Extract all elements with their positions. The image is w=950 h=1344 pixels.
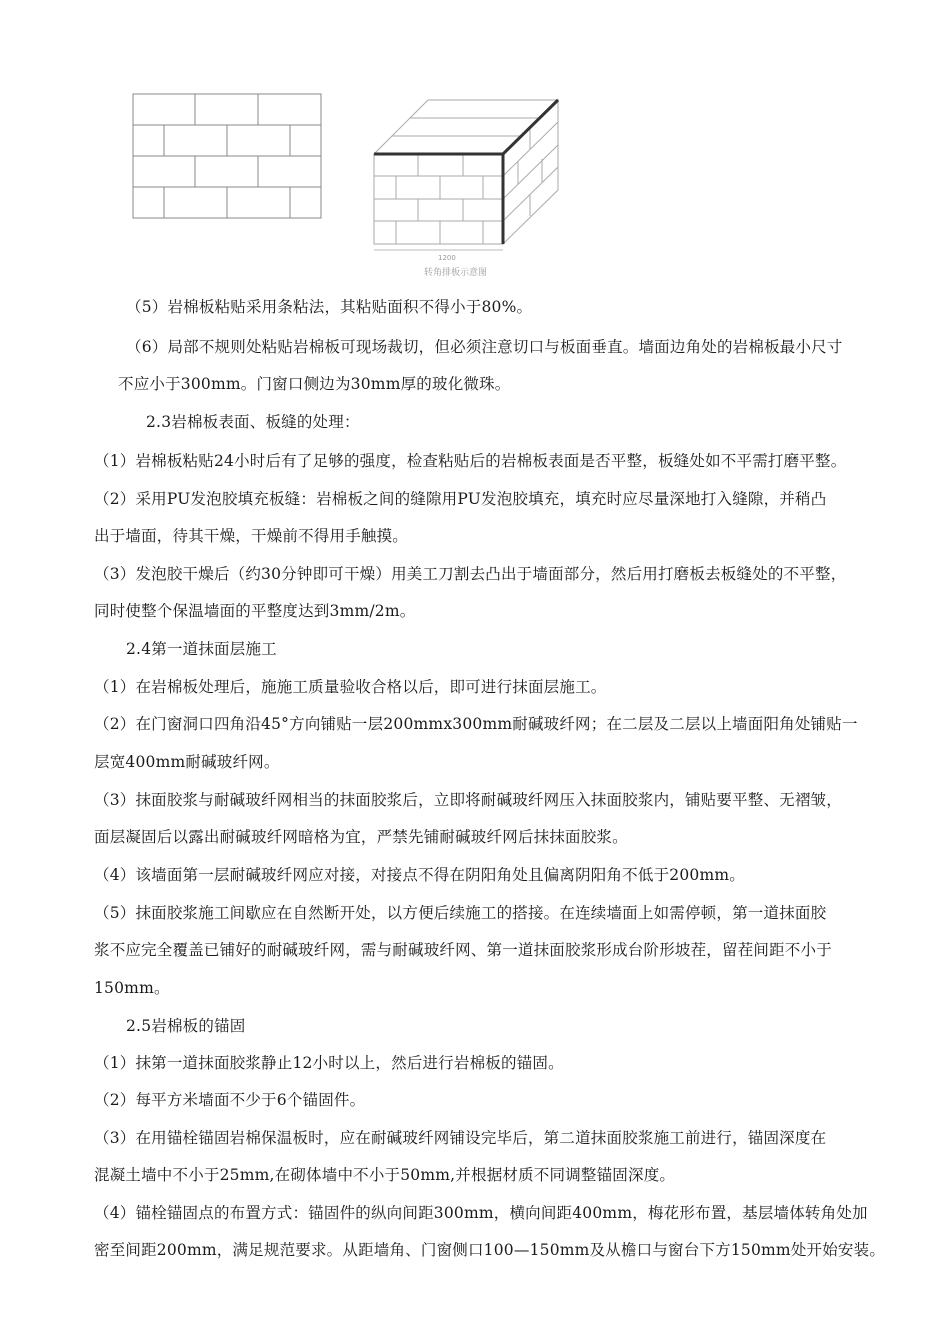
text-line: （2）每平方米墙面不少于6个锚固件。 (94, 1091, 366, 1109)
text-line: （1）抹第一道抹面胶浆静止12小时以上，然后进行岩棉板的锚固。 (94, 1054, 564, 1072)
text-line: （1）岩棉板粘贴24小时后有了足够的强度，检查粘贴后的岩棉板表面是否平整，板缝处如不平需打磨平整。 (94, 452, 847, 470)
text-line: 150mm。 (94, 979, 170, 997)
section-heading: 2.3岩棉板表面、板缝的处理： (146, 413, 360, 431)
dimension-label: 1200 (438, 254, 456, 262)
flat-wall-board-diagram (130, 92, 325, 222)
text-line: （5）岩棉板粘贴采用条粘法，其粘贴面积不得小于80%。 (126, 298, 533, 316)
text-line: 混凝土墙中不小于25mm,在砌体墙中不小于50mm,并根据材质不同调整锚固深度。 (94, 1166, 676, 1184)
corner-board-diagram (368, 98, 563, 258)
text-line: （3）发泡胶干燥后（约30分钟即可干燥）用美工刀割去凸出于墙面部分，然后用打磨板去板缝处的不平整， (94, 565, 847, 583)
text-line: （3）抹面胶浆与耐碱玻纤网相当的抹面胶浆后，立即将耐碱玻纤网压入抹面胶浆内，铺贴要平整、无褶皱， (94, 791, 842, 809)
section-heading: 2.4第一道抹面层施工 (126, 640, 277, 658)
text-line: （5）抹面胶浆施工间歇应在自然断开处，以方便后续施工的搭接。在连续墙面上如需停顿，第一道抹面胶 (94, 904, 827, 922)
text-line: 面层凝固后以露出耐碱玻纤网暗格为宜，严禁先铺耐碱玻纤网后抹抹面胶浆。 (94, 828, 628, 846)
text-line: 浆不应完全覆盖已铺好的耐碱玻纤网，需与耐碱玻纤网、第一道抹面胶浆形成台阶形坡茬，留茬间距不小于 (94, 941, 832, 959)
text-line: （4）该墙面第一层耐碱玻纤网应对接，对接点不得在阴阳角处且偏离阴阳角不低于200mm。 (94, 866, 745, 884)
figure-caption: 转角排板示意图 (424, 268, 488, 278)
text-line: 密至间距200mm，满足规范要求。从距墙角、门窗侧口100—150mm及从檐口与窗台下方150mm处开始安装。 (94, 1241, 886, 1259)
text-line: 出于墙面，待其干燥，干燥前不得用手触摸。 (94, 527, 409, 545)
text-line: 不应小于300mm。门窗口侧边为30mm厚的玻化微珠。 (118, 375, 511, 393)
text-line: （2）采用PU发泡胶填充板缝：岩棉板之间的缝隙用PU发泡胶填充，填充时应尽量深地打入缝隙，并稍凸 (94, 490, 827, 508)
text-line: （3）在用锚栓锚固岩棉保温板时，应在耐碱玻纤网铺设完毕后，第二道抹面胶浆施工前进行，锚固深度在 (94, 1129, 827, 1147)
text-line: （6）局部不规则处粘贴岩棉板可现场裁切，但必须注意切口与板面垂直。墙面边角处的岩棉板最小尺寸 (126, 338, 843, 356)
section-heading: 2.5岩棉板的锚固 (126, 1017, 246, 1035)
text-line: 层宽400mm耐碱玻纤网。 (94, 753, 280, 771)
text-line: 同时使整个保温墙面的平整度达到3mm/2m。 (94, 602, 416, 620)
text-line: （2）在门窗洞口四角沿45°方向铺贴一层200mmx300mm耐碱玻纤网；在二层及二层以上墙面阳角处铺贴一 (94, 715, 858, 733)
text-line: （1）在岩棉板处理后，施施工质量验收合格以后，即可进行抹面层施工。 (94, 678, 607, 696)
text-line: （4）锚栓锚固点的布置方式：锚固件的纵向间距300mm，横向间距400mm，梅花形布置，基层墙体转角处加 (94, 1204, 868, 1222)
